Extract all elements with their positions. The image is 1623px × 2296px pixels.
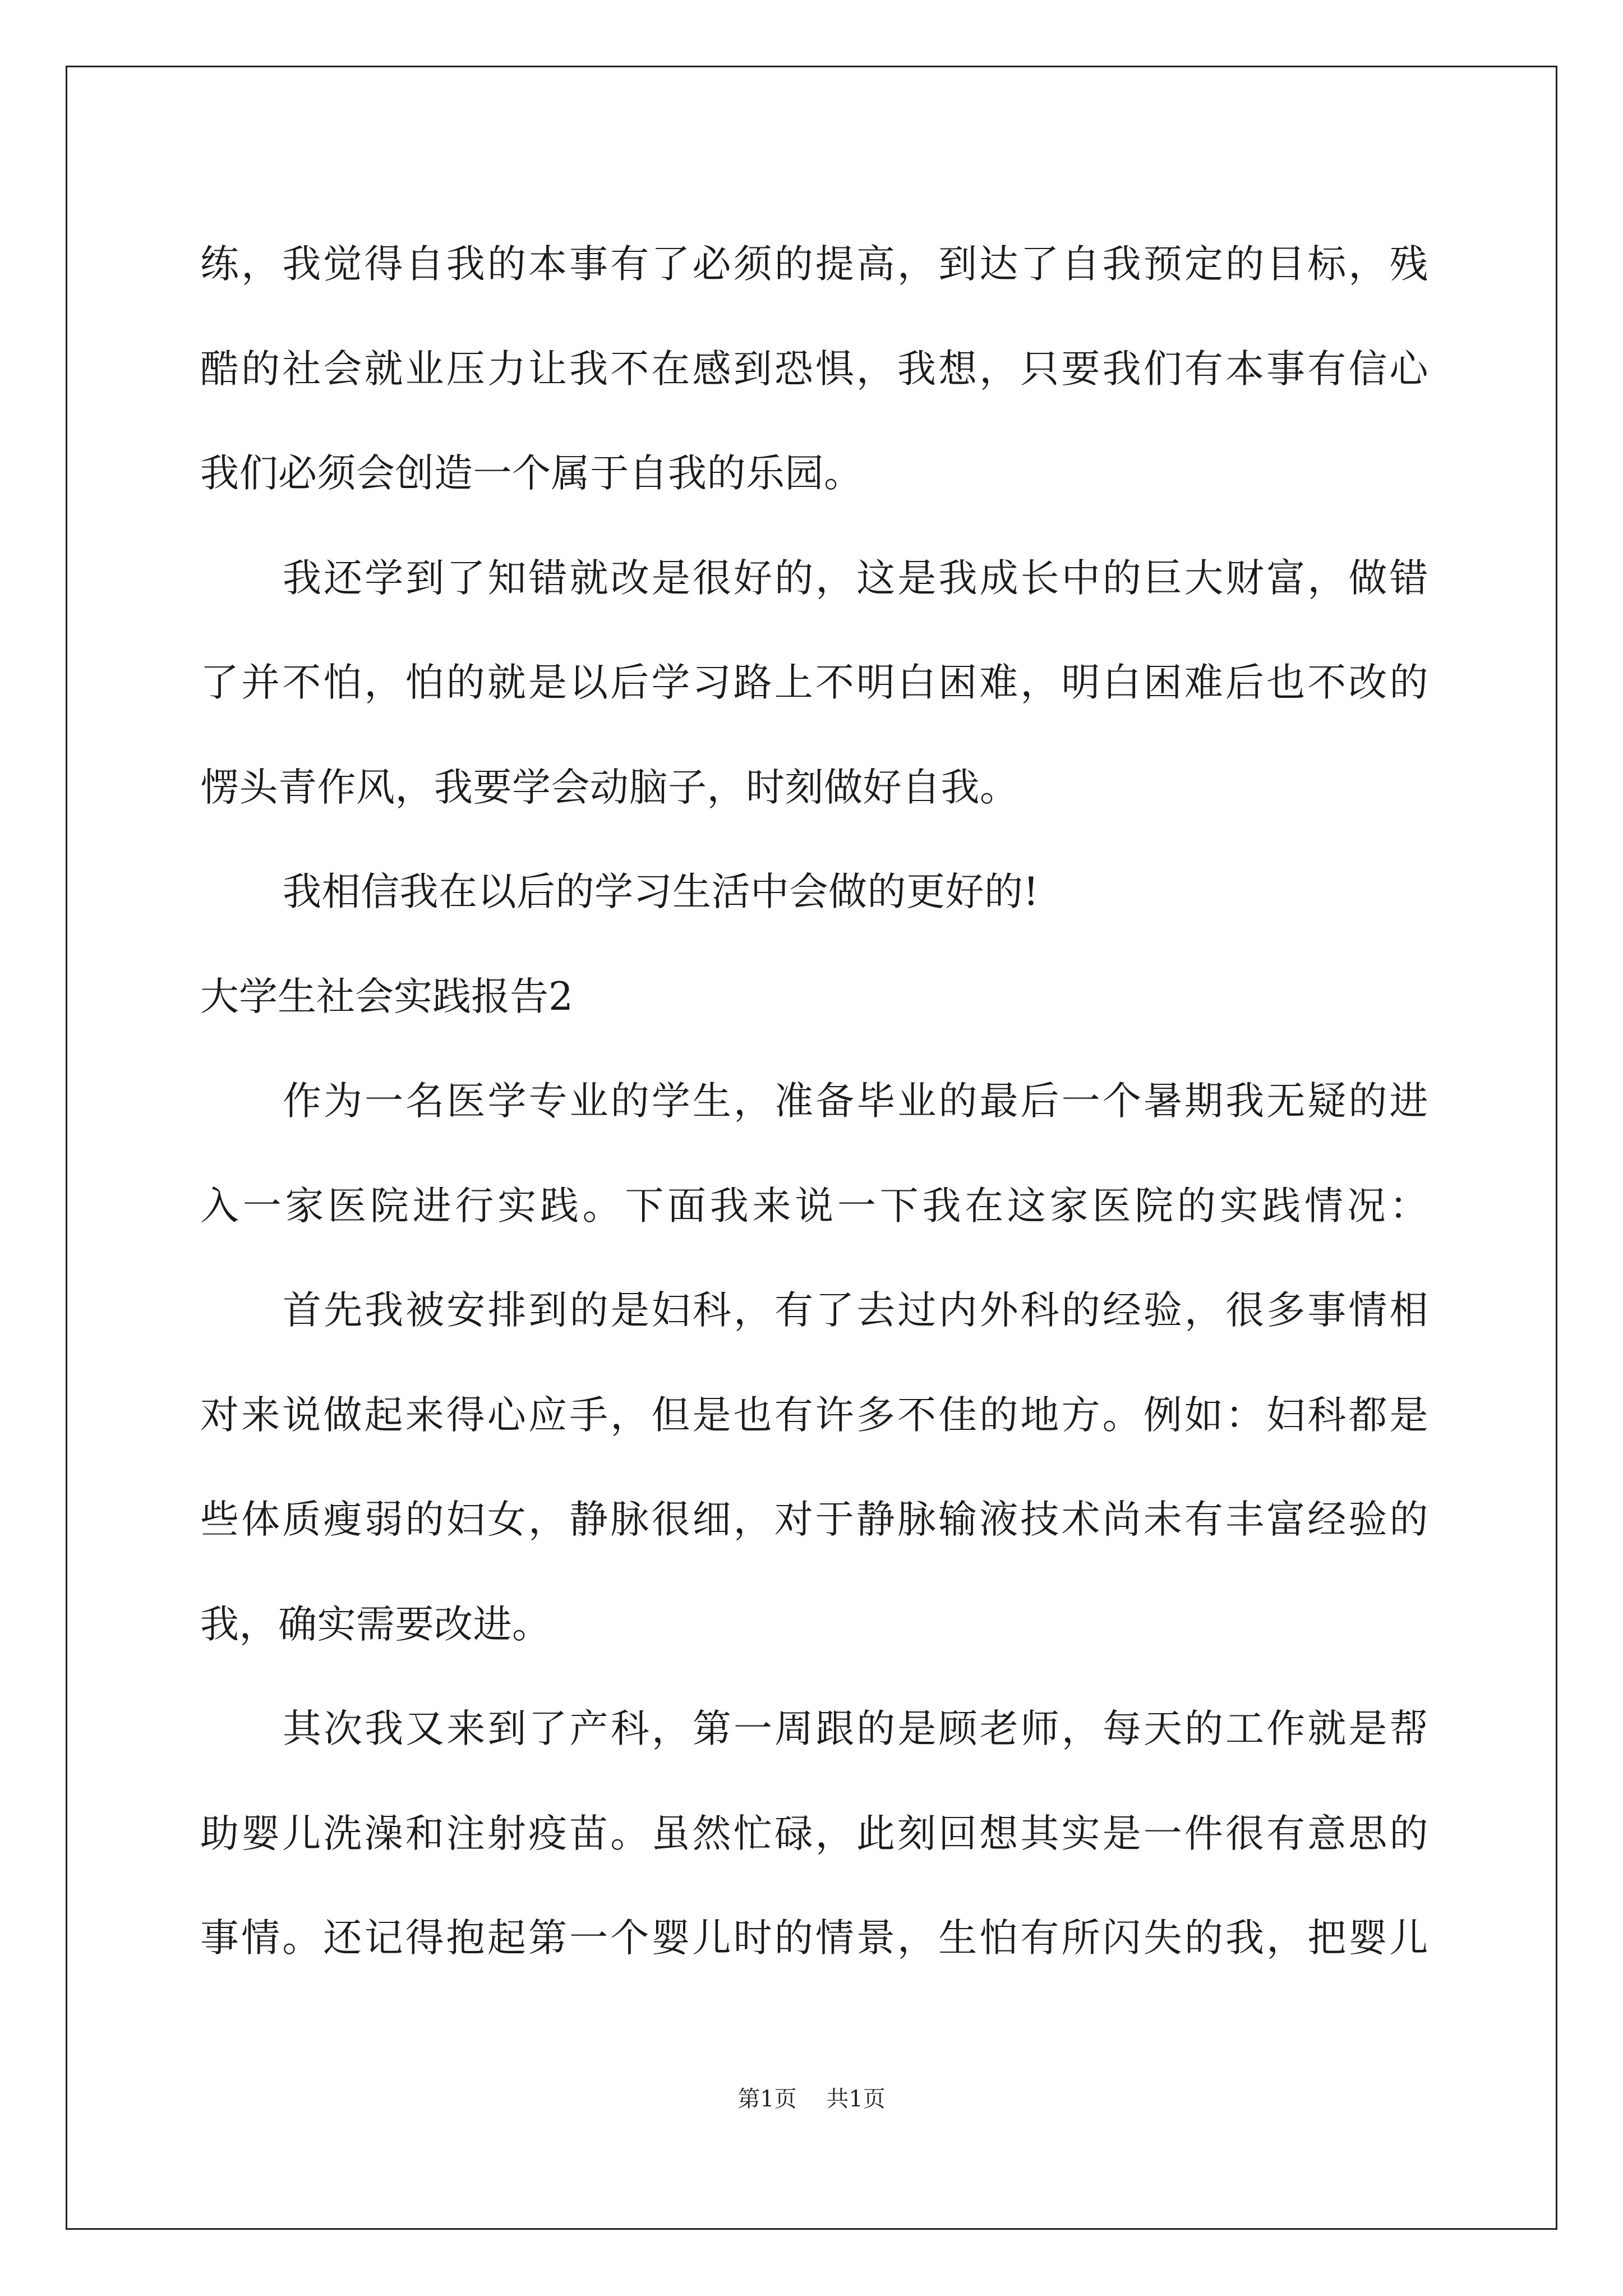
text-line: 我们必须会创造一个属于自我的乐园。 [200,451,863,496]
text-line: 酷的社会就业压力让我不在感到恐惧，我想，只要我们有本事有信心 [200,346,1428,392]
text-line: 入一家医院进行实践。下面我来说一下我在这家医院的实践情况： [200,1183,1428,1228]
text-line: 了并不怕，怕的就是以后学习路上不明白困难，明白困难后也不改的 [200,660,1428,705]
text-line: 愣头青作风，我要学会动脑子，时刻做好自我。 [200,765,1019,810]
text-line: 些体质瘦弱的妇女，静脉很细，对于静脉输液技术尚未有丰富经验的 [200,1497,1428,1542]
page-footer [0,2081,1623,2113]
page-total: 共1页 [826,2086,886,2112]
text-line: 练，我觉得自我的本事有了必须的提高，到达了自我预定的目标，残 [200,242,1428,287]
text-line: 助婴儿洗澡和注射疫苗。虽然忙碌，此刻回想其实是一件很有意思的 [200,1811,1428,1856]
section-heading: 大学生社会实践报告2 [200,974,573,1019]
paragraph-first-line: 我相信我在以后的学习生活中会做的更好的! [283,869,1039,914]
page-number: 第1页 [737,2086,797,2112]
text-line: 对来说做起来得心应手，但是也有许多不佳的地方。例如：妇科都是 [200,1392,1428,1438]
text-line: 事情。还记得抱起第一个婴儿时的情景，生怕有所闪失的我，把婴儿 [200,1916,1428,1961]
paragraph-first-line: 我还学到了知错就改是很好的，这是我成长中的巨大财富，做错 [283,555,1428,601]
paragraph-first-line: 首先我被安排到的是妇科，有了去过内外科的经验，很多事情相 [283,1288,1428,1333]
paragraph-first-line: 其次我又来到了产科，第一周跟的是顾老师，每天的工作就是帮 [283,1706,1428,1751]
text-line: 我，确实需要改进。 [200,1602,551,1647]
document-body [200,212,1428,1991]
paragraph-first-line: 作为一名医学专业的学生，准备毕业的最后一个暑期我无疑的进 [283,1079,1428,1124]
